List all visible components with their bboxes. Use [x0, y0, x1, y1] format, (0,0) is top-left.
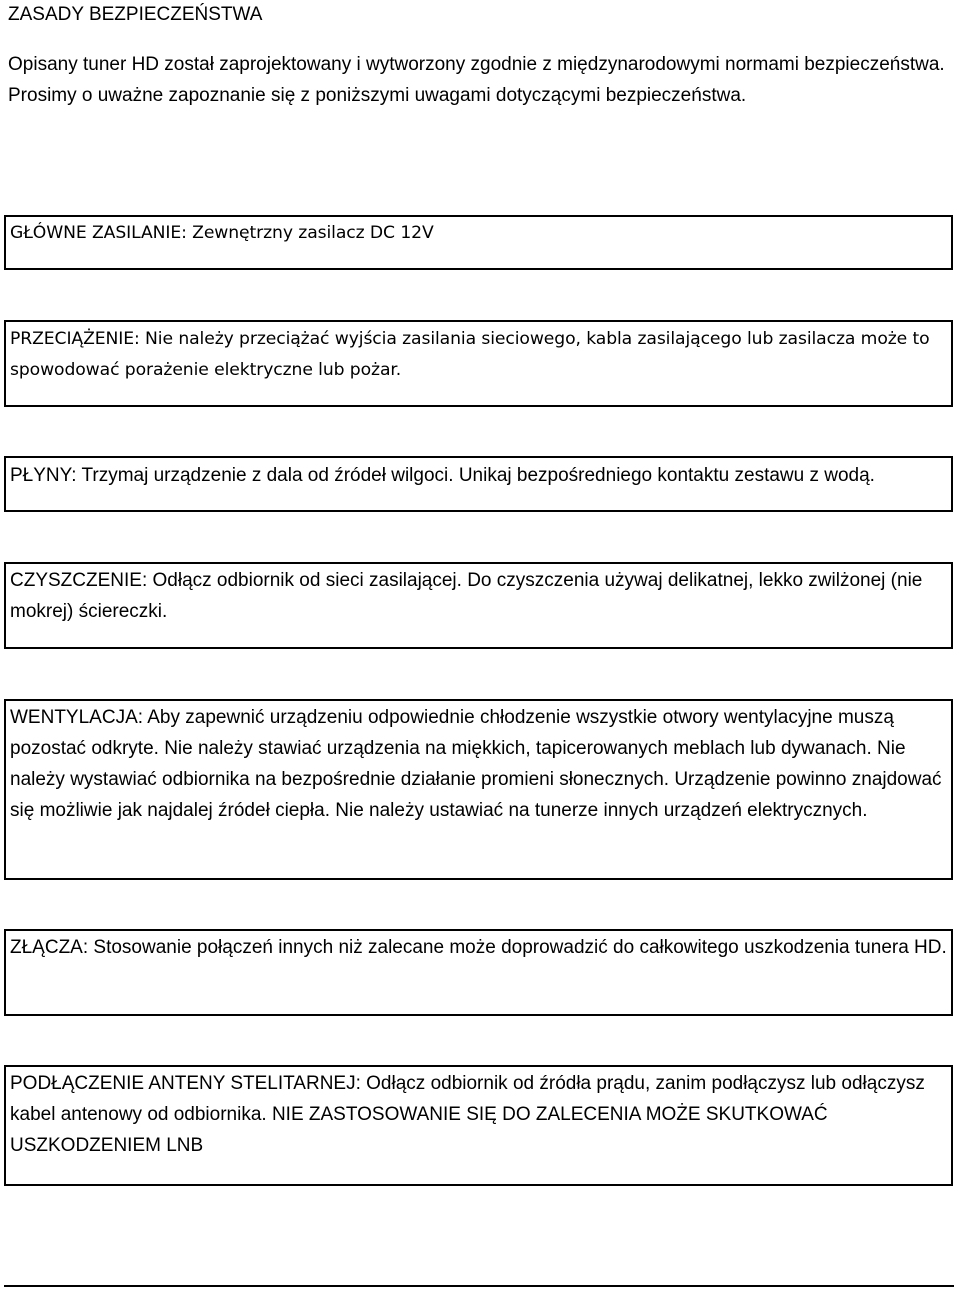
section-text: PŁYNY: Trzymaj urządzenie z dala od źródeł wilgoci. Unikaj bezpośredniego kontaktu zestawu z wodą. [10, 465, 875, 486]
page-bottom-rule [4, 1285, 954, 1287]
section-main-power [4, 215, 953, 270]
section-text: WENTYLACJA: Aby zapewnić urządzeniu odpowiednie chłodzenie wszystkie otwory wentylacyjne muszą pozostać odkryte. Nie należy stawiać urządzenia na miękkich, tapicerowanych meblach lub dywanach. Nie należy wystawiać odbiornika na bezpośrednie działanie promieni słonecznych. Urządzenie powinno znajdować się możliwie jak najdalej źródeł ciepła. Nie należy ustawiać na tunerze innych urządzeń elektrycznych. [10, 707, 942, 821]
section-text: ZŁĄCZA: Stosowanie połączeń innych niż zalecane może doprowadzić do całkowitego uszkodzenia tunera HD. [10, 937, 947, 958]
document-title: ZASADY BEZPIECZEŃSTWA [8, 4, 263, 25]
section-text: PODŁĄCZENIE ANTENY STELITARNEJ: Odłącz odbiornik od źródła prądu, zanim podłączysz lub odłączysz kabel antenowy od odbiornika. NIE ZASTOSOWANIE SIĘ DO ZALECENIA MOŻE SKUTKOWAĆ USZKODZENIEM LNB [10, 1073, 925, 1156]
section-satellite-antenna [4, 1065, 953, 1186]
section-text: CZYSZCZENIE: Odłącz odbiornik od sieci zasilającej. Do czyszczenia używaj delikatnej, lekko zwilżonej (nie mokrej) ściereczki. [10, 570, 923, 622]
section-overload [4, 320, 953, 407]
intro-paragraph: Opisany tuner HD został zaprojektowany i wytworzony zgodnie z międzynarodowymi normami bezpieczeństwa. Prosimy o uważne zapoznanie się z poniższymi uwagami dotyczącymi bezpieczeństwa. [8, 54, 945, 106]
section-ventilation [4, 699, 953, 880]
section-liquids [4, 456, 953, 512]
section-cleaning [4, 562, 953, 649]
section-text: GŁÓWNE ZASILANIE: Zewnętrzny zasilacz DC 12V [10, 223, 434, 243]
section-connectors [4, 929, 953, 1016]
section-text: PRZECIĄŻENIE: Nie należy przeciążać wyjścia zasilania sieciowego, kabla zasilającego lub zasilacza może to spowodować porażenie elektryczne lub pożar. [10, 329, 930, 380]
